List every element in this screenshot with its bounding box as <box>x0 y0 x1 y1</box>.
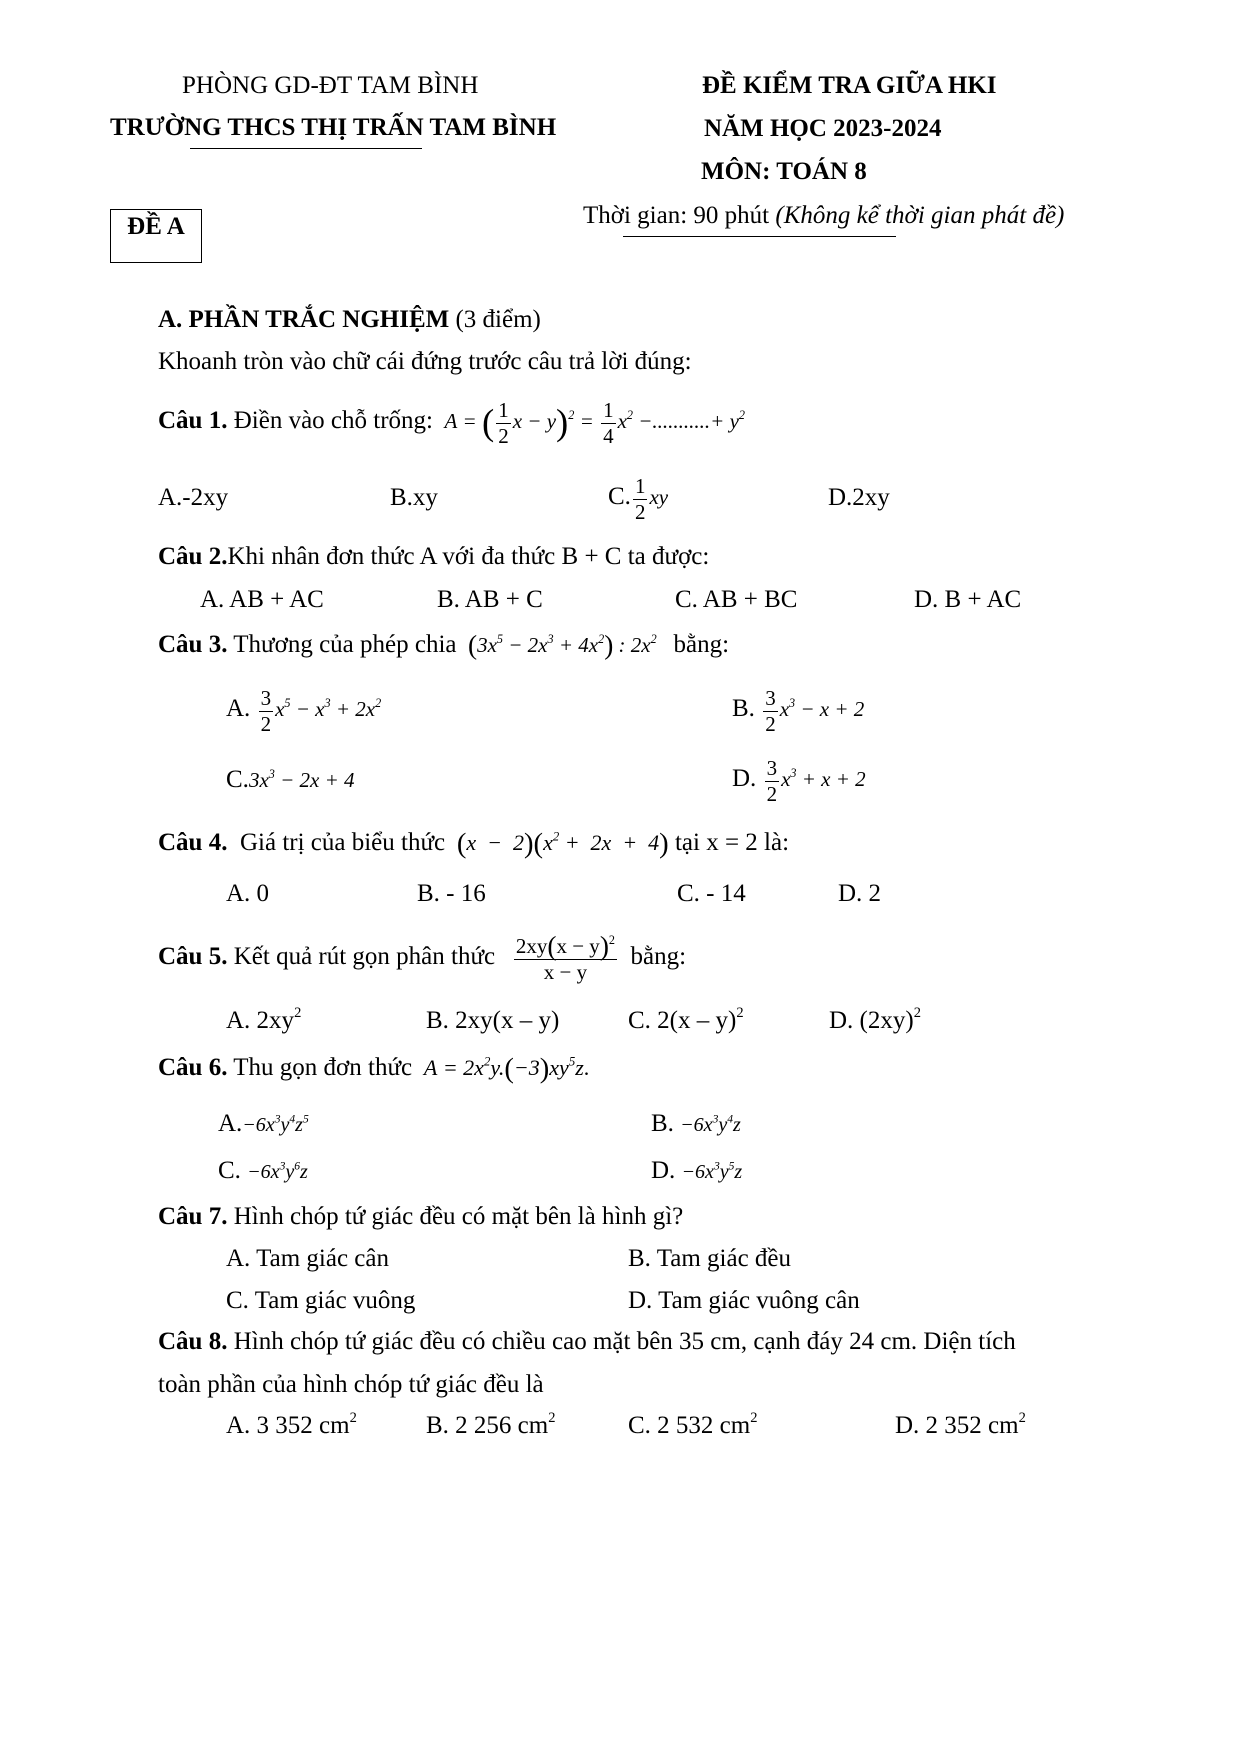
q3-option-a[interactable] <box>226 682 381 736</box>
option-prefix: B. <box>651 1110 674 1137</box>
question-7 <box>158 1203 683 1231</box>
q1-option-d[interactable]: D.2xy <box>828 484 890 511</box>
q7-option-c[interactable]: C. Tam giác vuông <box>226 1287 416 1314</box>
q8-option-c[interactable]: C. 2 532 $cm^2$ <box>628 1410 758 1439</box>
option-prefix: A. 2xy <box>226 1007 295 1034</box>
question-label: Câu 6. <box>158 1054 228 1081</box>
q3-option-c[interactable] <box>226 766 355 794</box>
q7-option-a[interactable]: A. Tam giác cân <box>226 1245 390 1272</box>
question-text: Hình chóp tứ giác đều có chiều cao mặt bên 35 cm, cạnh đáy 24 cm. Diện tích <box>233 1328 1016 1355</box>
variant-label: ĐỀ A <box>127 213 185 240</box>
q1-option-b[interactable]: B.xy <box>390 484 438 511</box>
question-text: Thu gọn đơn thức <box>233 1054 413 1081</box>
question-2 <box>158 543 709 571</box>
time-label: Thời gian: 90 phút <box>583 202 770 229</box>
q6-option-d-math: $-6x^3y^5z$ <box>681 1159 743 1183</box>
question-text: Thương của phép chia <box>233 631 457 658</box>
question-text: Điền vào chỗ trống: <box>233 407 433 434</box>
q4-expression: $(x - 2)(x^2 + 2x + 4)$ <box>456 828 669 860</box>
option-prefix: C. <box>608 483 631 510</box>
q2-option-b[interactable]: B. AB + C <box>437 586 543 613</box>
option-text: B. 2 256 cm <box>426 1412 549 1439</box>
q4-option-d[interactable]: D. 2 <box>838 880 882 907</box>
school-year: NĂM HỌC 2023-2024 <box>704 115 942 142</box>
q6-expression: $A = 2x^2y.(-3)xy^5z$. <box>418 1053 590 1085</box>
department-name: PHÒNG GD-ĐT TAM BÌNH <box>182 72 479 99</box>
question-text: Giá trị của biểu thức <box>239 829 446 856</box>
question-suffix: bằng: <box>630 943 687 970</box>
question-suffix: bằng: <box>673 631 730 658</box>
q6-option-d[interactable] <box>651 1157 742 1185</box>
option-text: C. 2 532 cm <box>628 1412 751 1439</box>
time-note: (Không kể thời gian phát đề) <box>775 202 1065 229</box>
q4-option-a[interactable]: A. 0 <box>226 880 270 907</box>
q7-option-d[interactable]: D. Tam giác vuông cân <box>628 1287 860 1314</box>
school-underline <box>190 148 422 149</box>
section-a-instruction: Khoanh tròn vào chữ cái đứng trước câu trả lời đúng: <box>158 348 692 375</box>
q6-option-b[interactable] <box>651 1110 741 1138</box>
question-text: Khi nhân đơn thức A với đa thức B + C ta được: <box>227 543 710 570</box>
exam-time <box>583 202 1064 230</box>
q6-option-b-math: $-6x^3y^4z$ <box>680 1112 741 1136</box>
question-6 <box>158 1053 590 1085</box>
exam-title: ĐỀ KIỂM TRA GIỮA HKI <box>702 72 997 99</box>
time-underline <box>623 236 896 237</box>
question-label: Câu 8. <box>158 1328 228 1355</box>
q4-option-c[interactable]: C. - 14 <box>677 880 746 907</box>
q5-option-a[interactable]: A. $2xy^2$ <box>226 1005 302 1034</box>
q8-option-d[interactable]: D. 2 352 $cm^2$ <box>895 1410 1026 1439</box>
q6-option-a[interactable] <box>218 1110 309 1138</box>
option-text: D. 2 352 cm <box>895 1412 1019 1439</box>
q2-option-c[interactable]: C. AB + BC <box>675 586 798 613</box>
option-prefix: C. <box>218 1157 241 1184</box>
q6-option-a-math: $-6x^3y^4z^5$ <box>242 1112 309 1136</box>
q8-option-a[interactable]: A. 3 352 $cm^2$ <box>226 1410 357 1439</box>
q1-expression: A = ( $\frac{1}{2}$ x − y)$^2$ = $\frac{1}{4}$ $x^2$ −...........+ $y^2$ <box>439 397 745 448</box>
option-prefix: D. (2xy) <box>829 1007 914 1034</box>
q5-option-c[interactable]: C. 2(x – y)$^2$ <box>628 1005 744 1034</box>
q3-option-d-math: $\frac{3}{2}$ $x^3 + x + 2$ <box>766 755 866 806</box>
q3-option-d[interactable] <box>732 752 866 806</box>
q2-option-d[interactable]: D. B + AC <box>914 586 1022 613</box>
question-label: Câu 7. <box>158 1203 228 1230</box>
question-label: Câu 4. <box>158 829 228 856</box>
school-name: TRƯỜNG THCS THỊ TRẤN TAM BÌNH <box>110 114 557 141</box>
question-text: Hình chóp tứ giác đều có mặt bên là hình gì? <box>233 1203 684 1230</box>
option-prefix: D. <box>651 1157 676 1184</box>
option-prefix: B. <box>732 695 755 722</box>
section-a-points: (3 điểm) <box>455 306 541 333</box>
q3-option-b-math: $\frac{3}{2}$ $x^3 - x + 2$ <box>765 685 865 736</box>
q7-option-b[interactable]: B. Tam giác đều <box>628 1245 792 1272</box>
question-label: Câu 3. <box>158 631 228 658</box>
q1-option-c[interactable] <box>608 470 668 524</box>
q4-option-b[interactable]: B. - 16 <box>417 880 486 907</box>
q5-option-d[interactable]: D. $(2xy)^2$ <box>829 1005 921 1034</box>
question-suffix: tại x = 2 là: <box>674 829 790 856</box>
q3-option-a-math: $\frac{3}{2}$ $x^5 - x^3 + 2x^2$ <box>260 685 382 736</box>
q3-expression: $(3x^5 - 2x^3 + 4x^2)$ : $2x^2$ <box>468 630 657 661</box>
question-text: Kết quả rút gọn phân thức <box>233 943 496 970</box>
question-label: Câu 2. <box>158 543 228 570</box>
q6-option-c[interactable] <box>218 1157 308 1185</box>
question-4 <box>158 828 790 860</box>
option-prefix: A. <box>226 695 251 722</box>
question-8-continued: toàn phần của hình chóp tứ giác đều là <box>158 1371 544 1398</box>
q5-option-b[interactable]: B. 2xy(x – y) <box>426 1007 560 1034</box>
option-prefix: A. <box>218 1110 243 1137</box>
q2-option-a[interactable]: A. AB + AC <box>200 586 324 613</box>
q3-option-c-math: $3x^3 - 2x + 4$ <box>248 766 355 792</box>
option-prefix: C. <box>226 766 249 793</box>
section-a-title <box>158 306 541 334</box>
q5-expression: $\frac{2xy(x - y)^2}{x - y}$ <box>515 930 615 984</box>
question-label: Câu 1. <box>158 407 228 434</box>
option-prefix: C. 2(x – y) <box>628 1007 737 1034</box>
option-text: A. 3 352 cm <box>226 1412 350 1439</box>
q6-option-c-math: $-6x^3y^6z$ <box>247 1159 308 1183</box>
question-label: Câu 5. <box>158 943 228 970</box>
q3-option-b[interactable] <box>732 682 864 736</box>
q1-option-c-math: $\frac{1}{2}$ xy <box>634 473 669 524</box>
question-8 <box>158 1328 1016 1356</box>
option-prefix: D. <box>732 765 757 792</box>
question-1 <box>158 391 745 451</box>
q8-option-b[interactable]: B. 2 256 $cm^2$ <box>426 1410 556 1439</box>
question-3 <box>158 631 729 659</box>
subject: MÔN: TOÁN 8 <box>701 158 867 185</box>
q1-option-a[interactable]: A.-2xy <box>158 484 229 511</box>
question-5 <box>158 926 686 988</box>
section-a-heading: A. PHẦN TRẮC NGHIỆM <box>158 306 450 333</box>
